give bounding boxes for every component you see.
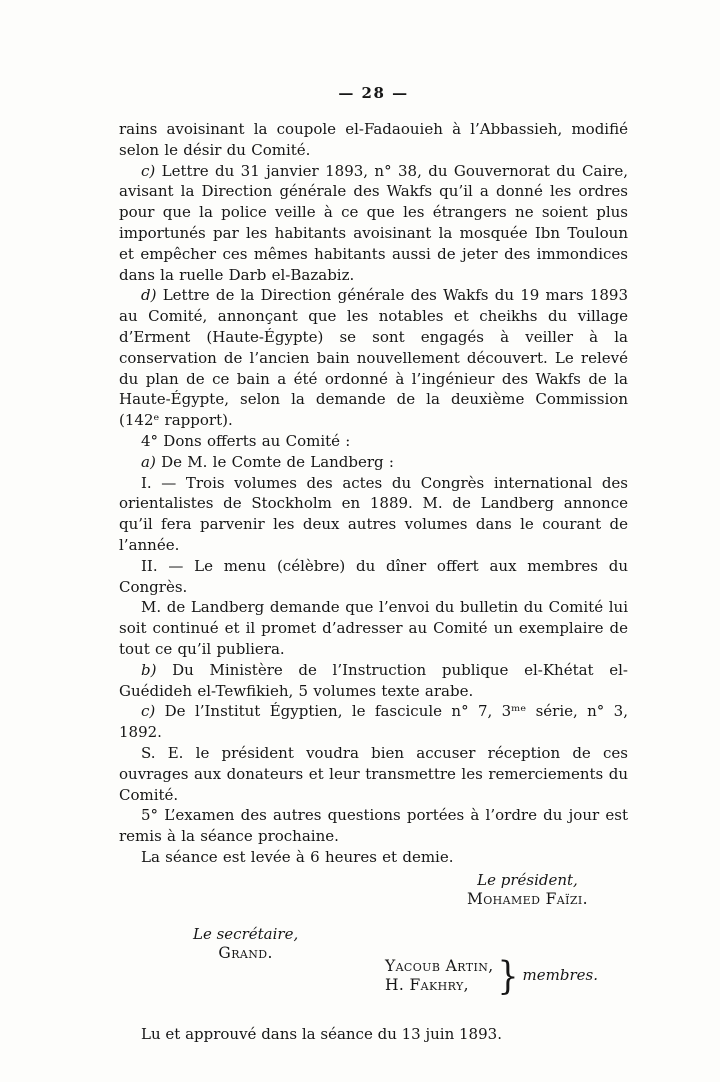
paragraph-marker: c) [141,161,156,180]
paragraph [119,161,628,286]
paragraph-marker: d) [141,286,157,305]
president-name: Mohamed Faïzi. [466,889,588,908]
member-names [385,957,494,995]
paragraph-text: S. E. le président voudra bien accuser réception de ces ouvrages aux donateurs et leur transmettre les remerciements du Comité. [119,743,628,804]
paragraph-text: Lettre du 31 janvier 1893, n° 38, du Gouvernorat du Caire, avisant la Direction générale des Wakfs qu’il a donné les ordres pour que la police veille à ce que les étrangers ne soient plus importunés par les habitants avoisinant la mosquée Ibn Touloun et empêcher ces mêmes habitants aussi de jeter des immondices dans la ruelle Darb el-Bazabiz. [119,161,628,284]
paragraph [119,701,628,743]
paragraph-text: M. de Landberg demande que l’envoi du bulletin du Comité lui soit continué et il promet d’adresser au Comité un exemplaire de tout ce qu’il publiera. [119,598,628,658]
paragraph-text: La séance est levée à 6 heures et demie. [141,847,454,866]
brace-glyph: } [497,953,519,999]
paragraph-text: De M. le Comte de Landberg : [161,452,394,471]
member-name: H. Fakhry, [384,975,469,994]
secretary-name: Grand. [218,943,273,962]
paragraph-text: rains avoisinant la coupole el-Fadaouieh à l’Abbassieh, modifié selon le désir du Comité. [119,120,628,159]
member-name: Yacoub Artin, [384,956,494,975]
paragraph-text: Lettre de la Direction générale des Wakfs du 19 mars 1893 au Comité, annonçant que les notables et cheikhs du village d’Erment (Haute-Égypte) se sont engagés à veiller à la conservation de l’ancien bain nouvellement découvert. Le relevé du plan de ce bain a été ordonné à l’ingénieur des Wakfs de la Haute-Égypte, selon la demande de la deuxième Commission (142ᵉ rapport). [119,286,628,430]
paragraph [119,285,628,431]
paragraph-text: Du Ministère de l’Instruction publique el-Khétat el-Guédideh el-Tewfikieh, 5 volumes texte arabe. [119,660,628,700]
paragraph [119,431,628,452]
paragraph [119,743,628,805]
paragraph-text: 4° Dons offerts au Comité : [141,431,351,450]
paragraph-marker: b) [141,660,157,679]
approval-line: Lu et approuvé dans la séance du 13 juin 1893. [141,1024,502,1043]
paragraph [119,119,628,161]
paragraph [119,597,628,659]
paragraph-text: 5° L’examen des autres questions portées à l’ordre du jour est remis à la séance prochaine. [119,806,628,846]
paragraph [119,556,628,598]
president-role: Le président, [477,870,578,889]
members-role: membres. [522,966,598,985]
paragraph-marker: c) [141,702,156,721]
paragraph-marker: a) [141,452,156,471]
paragraph [119,660,628,702]
president-signature [119,871,628,909]
secretary-role: Le secrétaire, [193,924,299,943]
paragraph [119,452,628,473]
paragraph-text: II. — Le menu (célèbre) du dîner offert aux membres du Congrès. [119,556,628,596]
paragraph-text: De l’Institut Égyptien, le fascicule n° 7, 3ᵐᵉ série, n° 3, 1892. [119,702,628,742]
paragraph [119,473,628,556]
paragraph [119,847,628,868]
page-number: — 28 — [338,84,409,102]
paragraph-text: I. — Trois volumes des actes du Congrès international des orientalistes de Stockholm en 1889. M. de Landberg annonce qu’il fera parvenir les deux autres volumes dans le courant de l’année. [119,473,628,554]
document-body [119,119,628,868]
paragraph [119,805,628,847]
